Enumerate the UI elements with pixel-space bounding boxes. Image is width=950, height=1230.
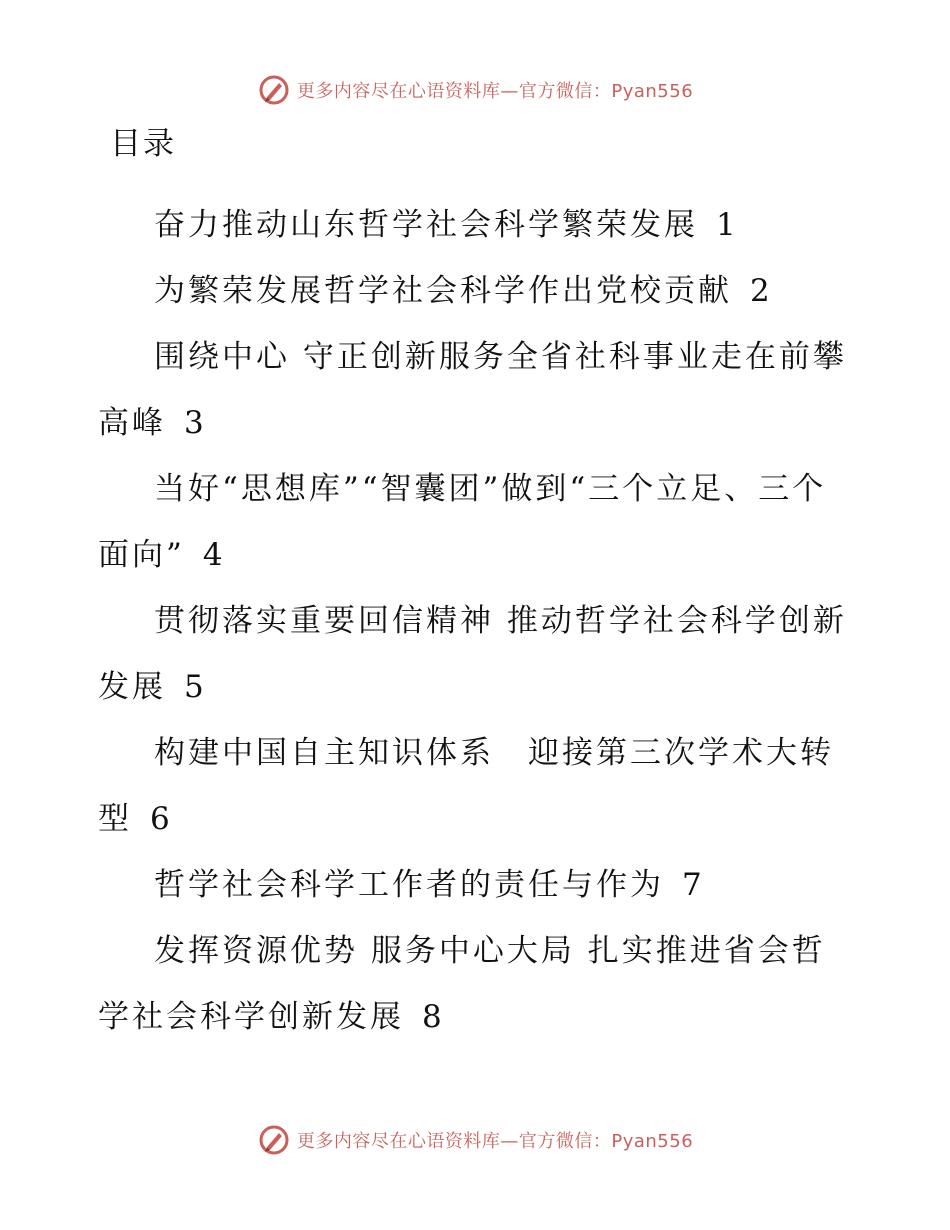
toc-entry-title: 围绕中心 守正创新服务全省社科事业走在前攀高峰 xyxy=(98,339,847,441)
toc-entry-title: 为繁荣发展哲学社会科学作出党校贡献 xyxy=(154,273,732,309)
toc-page-number: 3 xyxy=(184,405,204,441)
toc-page-number: 2 xyxy=(750,273,770,309)
toc-entry-title: 发挥资源优势 服务中心大局 扎实推进省会哲学社会科学创新发展 xyxy=(98,933,826,1035)
banner-text: 更多内容尽在心语资料库—官方微信：Pyan556 xyxy=(296,1131,694,1152)
toc-list xyxy=(98,192,858,1050)
toc-entry-title: 当好“思想库”“智囊团”做到“三个立足、三个面向” xyxy=(98,471,827,573)
toc-entry-title: 构建中国自主知识体系 迎接第三次学术大转型 xyxy=(98,735,834,837)
pen-logo-icon xyxy=(257,73,291,107)
footer-watermark-banner xyxy=(0,1120,950,1160)
toc-entry[interactable] xyxy=(98,918,858,1050)
toc-entry[interactable] xyxy=(98,324,858,456)
pen-logo-icon xyxy=(257,1123,291,1157)
toc-entry-title: 奋力推动山东哲学社会科学繁荣发展 xyxy=(154,207,698,243)
toc-page-number: 7 xyxy=(682,867,702,903)
toc-entry[interactable] xyxy=(98,258,858,324)
banner-text: 更多内容尽在心语资料库—官方微信：Pyan556 xyxy=(296,81,694,102)
toc-entry-title: 贯彻落实重要回信精神 推动哲学社会科学创新发展 xyxy=(98,603,847,705)
toc-page-number: 5 xyxy=(184,669,204,705)
toc-page-number: 8 xyxy=(422,999,442,1035)
header-watermark-banner xyxy=(0,70,950,110)
toc-page-number: 4 xyxy=(202,537,223,573)
toc-page-number: 6 xyxy=(150,801,170,837)
toc-entry[interactable] xyxy=(98,456,858,588)
toc-entry-title: 哲学社会科学工作者的责任与作为 xyxy=(154,867,664,903)
toc-entry[interactable] xyxy=(98,852,858,918)
toc-entry[interactable] xyxy=(98,192,858,258)
page-title: 目录 xyxy=(110,126,176,162)
toc-entry[interactable] xyxy=(98,720,858,852)
toc-entry[interactable] xyxy=(98,588,858,720)
toc-page-number: 1 xyxy=(716,207,736,243)
